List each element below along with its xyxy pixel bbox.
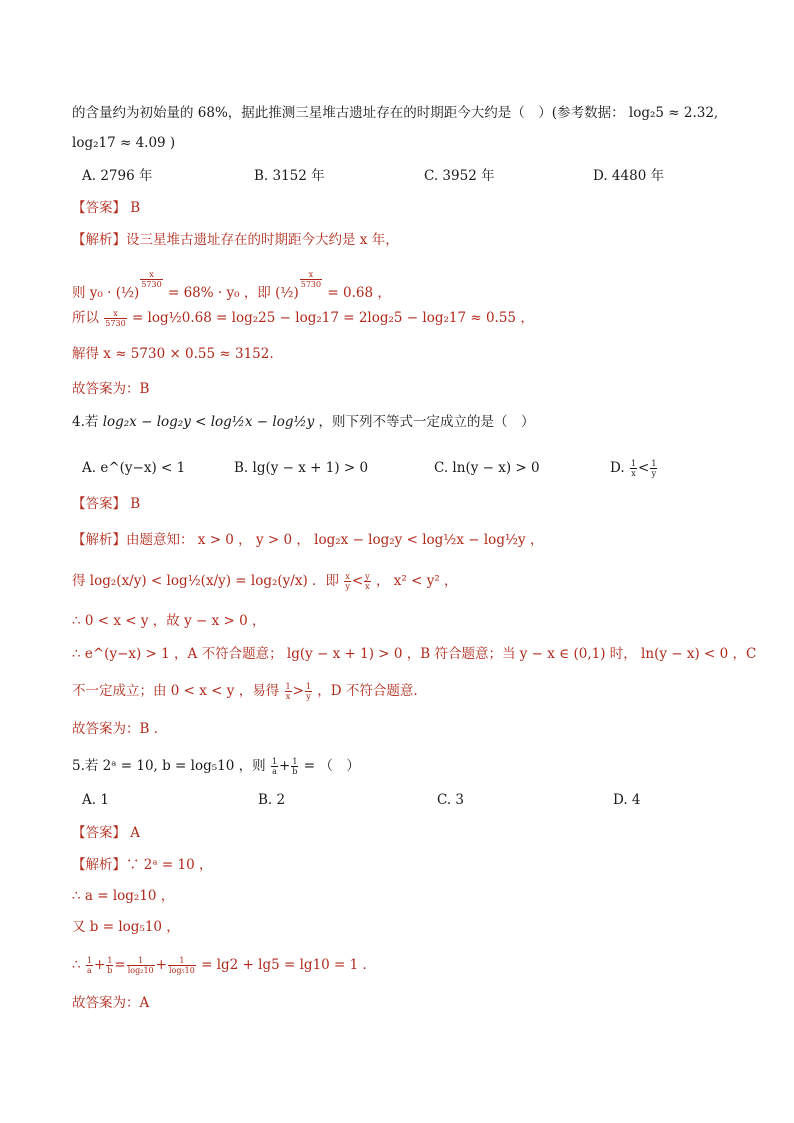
q4-option-a: A. e^(y−x) < 1 <box>82 460 186 476</box>
q4-option-d: D. $\frac{1}{x}$ < $\frac{1}{y}$ <box>610 459 657 478</box>
q5-option-b: B. 2 <box>258 792 286 808</box>
q4-answer: 【答案】 B <box>72 496 141 512</box>
q5-option-c: C. 3 <box>437 792 465 808</box>
q3-analysis-line-3: 所以 $\frac{x}{5730}$ = log½0.68 = log₂25 − log₂17 = 2log₂5 − log₂17 ≈ 0.55 ， <box>72 309 534 328</box>
q4-analysis-line-3: ∴ 0 < x < y ，故 y − x > 0 ， <box>72 613 266 629</box>
q4-analysis-line-1: 【解析】由题意知： x > 0 ， y > 0 ， log₂x − log₂y < log½x − log½y ， <box>72 532 544 548</box>
q3-fraction: $\frac{x}{5730}$ <box>105 309 126 328</box>
q3-stem-continuation: 的含量约为初始量的 68%，据此推测三星堆古遗址存在的时期距今大约是（ ）(参考数据： log₂5 ≈ 2.32, <box>72 105 719 121</box>
q5-analysis-line-2: ∴ a = log₂10 ， <box>72 888 175 904</box>
q3-ref-data-1: log₂5 ≈ 2.32, <box>628 105 719 121</box>
q5-answer: 【答案】 A <box>72 825 141 841</box>
q3-exponent-1: x 5730 <box>141 270 162 289</box>
q3-option-a: A. 2796 年 <box>82 168 153 184</box>
q5-option-d: D. 4 <box>613 792 641 808</box>
q4-option-b: B. lg(y − x + 1) > 0 <box>234 460 369 476</box>
q4-option-c: C. ln(y − x) > 0 <box>434 460 540 476</box>
q3-analysis-line-1: 【解析】设三星堆古遗址存在的时期距今大约是 x 年， <box>72 232 399 248</box>
q5-conclusion: 故答案为：A <box>72 995 150 1011</box>
q3-ref-data-2: log₂17 ≈ 4.09 ) <box>72 135 176 151</box>
q3-option-b: B. 3152 年 <box>254 168 325 184</box>
q3-conclusion: 故答案为：B <box>72 381 150 397</box>
q5-analysis-line-4: ∴ $\frac{1}{a}$ + $\frac{1}{b}$ = $\frac{1}{\text{log₂10}}$ + $\frac{1}{\text{log₅10}}$ = lg2 + lg5 = lg10 = 1 ． <box>72 956 377 975</box>
q5-analysis-line-1: 【解析】∵ 2ᵃ = 10 ， <box>72 857 213 873</box>
q5-option-a: A. 1 <box>82 792 109 808</box>
q4-conclusion: 故答案为：B ． <box>72 721 168 737</box>
q4-analysis-line-2: 得 log₂(x/y) < log½(x/y) = log₂(y/x) ．即 $\frac{x}{y}$ < $\frac{y}{x}$ ， x² < y² ， <box>72 572 458 591</box>
q3-exponent-2: x 5730 <box>300 270 322 289</box>
q4-stem: 4.若 log₂x − log₂y < log½x − log½y ，则下列不等式一定成立的是（ ） <box>72 414 535 430</box>
q4-analysis-line-5: 不一定成立；由 0 < x < y ，易得 $\frac{1}{x}$ > $\frac{1}{y}$ ，D 不符合题意. <box>72 682 418 701</box>
q5-stem: 5.若 2ᵃ = 10, b = log₅10 ，则 $\frac{1}{a}$ + $\frac{1}{b}$ = （ ） <box>72 757 360 776</box>
q3-option-c: C. 3952 年 <box>424 168 495 184</box>
q3-option-d: D. 4480 年 <box>593 168 665 184</box>
q3-analysis-line-4: 解得 x ≈ 5730 × 0.55 ≈ 3152. <box>72 346 274 362</box>
q4-analysis-line-4: ∴ e^(y−x) > 1 ，A 不符合题意； lg(y − x + 1) > 0 ，B 符合题意；当 y − x ∈ (0,1) 时， ln(y − x) < 0 ，C <box>72 646 757 662</box>
q3-analysis-line-2: 则 y₀ · (½) $^{\frac{x}{5730}}$ = 68% · y₀ ，即 (½) $^{\frac{x}{5730}}$ = 0.68 ， <box>72 270 391 301</box>
q3-answer: 【答案】 B <box>72 200 141 216</box>
q5-analysis-line-3: 又 b = log₅10 ， <box>72 919 180 935</box>
